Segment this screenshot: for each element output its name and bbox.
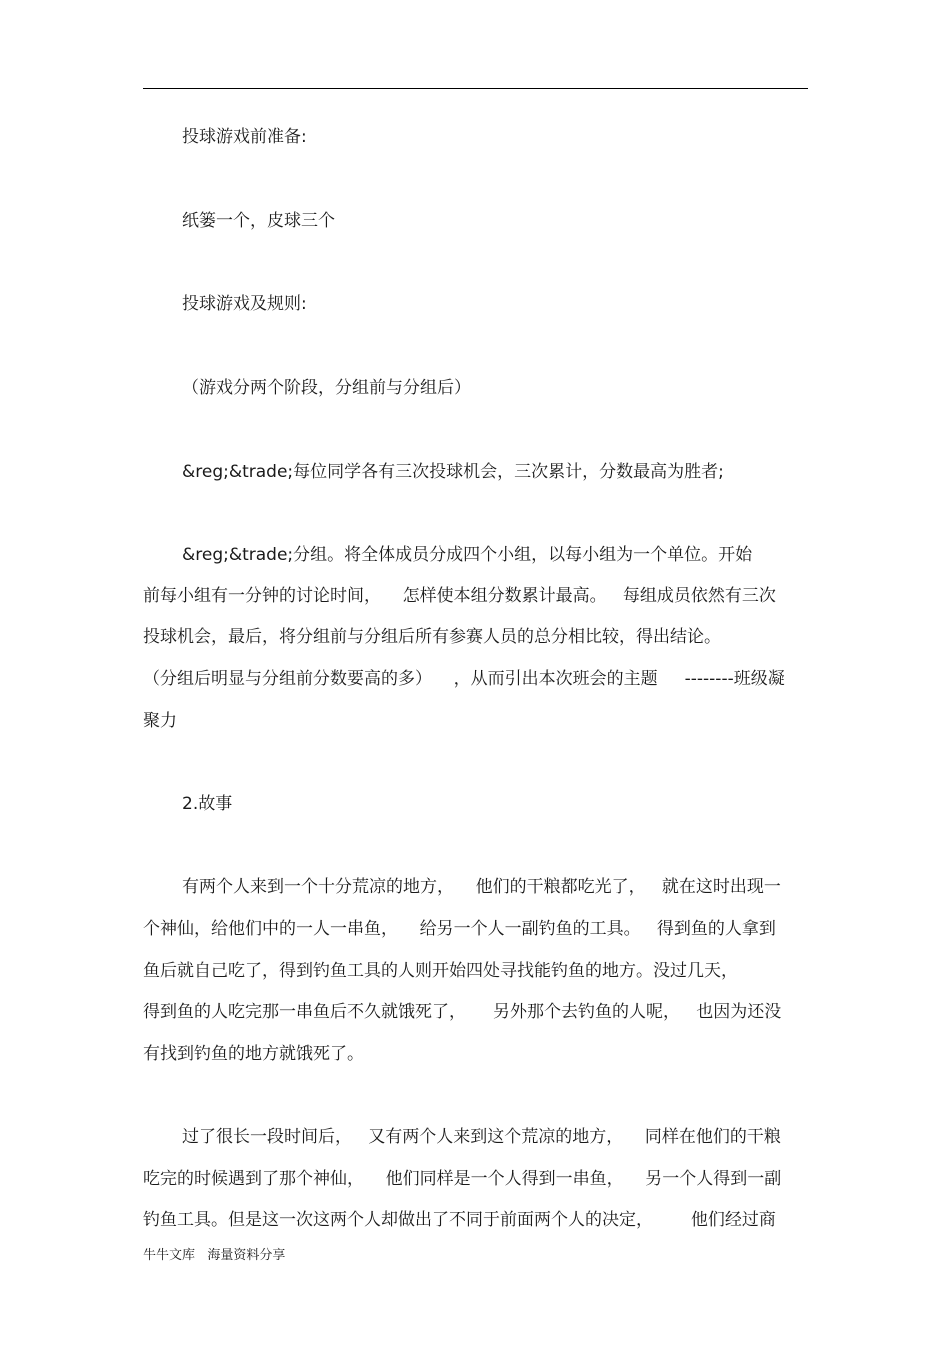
footer-text: 牛牛文库 海量资料分享 bbox=[143, 1248, 286, 1263]
rules-heading: 投球游戏及规则: bbox=[182, 294, 307, 314]
rule-2-line: &reg;&trade;分组。将全体成员分成四个小组，以每小组为一个单位。开始 bbox=[182, 545, 753, 565]
story-p1-line: 个神仙，给他们中的一人一串鱼， 给另一个人一副钓鱼的工具。 得到鱼的人拿到 bbox=[143, 919, 776, 939]
rules-note: （游戏分两个阶段，分组前与分组后） bbox=[182, 378, 471, 398]
header-rule bbox=[143, 88, 808, 89]
story-p2-line: 吃完的时候遇到了那个神仙， 他们同样是一个人得到一串鱼， 另一个人得到一副 bbox=[143, 1169, 782, 1189]
prep-heading: 投球游戏前准备: bbox=[182, 127, 307, 147]
rule-2-line: 聚力 bbox=[143, 711, 177, 731]
story-p1-line: 有找到钓鱼的地方就饿死了。 bbox=[143, 1044, 364, 1064]
rule-2-line: 投球机会，最后，将分组前与分组后所有参赛人员的总分相比较，得出结论。 bbox=[143, 627, 721, 647]
story-p1-line: 得到鱼的人吃完那一串鱼后不久就饿死了， 另外那个去钓鱼的人呢， 也因为还没 bbox=[143, 1002, 782, 1022]
story-p1-line: 有两个人来到一个十分荒凉的地方， 他们的干粮都吃光了， 就在这时出现一 bbox=[182, 877, 781, 897]
rule-2-line: （分组后明显与分组前分数要高的多） ，从而引出本次班会的主题 --------班级凝 bbox=[143, 669, 785, 689]
story-heading: 2.故事 bbox=[182, 794, 233, 814]
rule-1: &reg;&trade;每位同学各有三次投球机会，三次累计，分数最高为胜者; bbox=[182, 462, 724, 482]
story-p1-line: 鱼后就自己吃了，得到钓鱼工具的人则开始四处寻找能钓鱼的地方。没过几天， bbox=[143, 961, 738, 981]
rule-2-line: 前每小组有一分钟的讨论时间， 怎样使本组分数累计最高。 每组成员依然有三次 bbox=[143, 586, 776, 606]
story-p2-line: 过了很长一段时间后， 又有两个人来到这个荒凉的地方， 同样在他们的干粮 bbox=[182, 1127, 781, 1147]
story-p2-line: 钓鱼工具。但是这一次这两个人却做出了不同于前面两个人的决定， 他们经过商 bbox=[143, 1210, 776, 1230]
prep-items: 纸篓一个，皮球三个 bbox=[182, 211, 335, 231]
